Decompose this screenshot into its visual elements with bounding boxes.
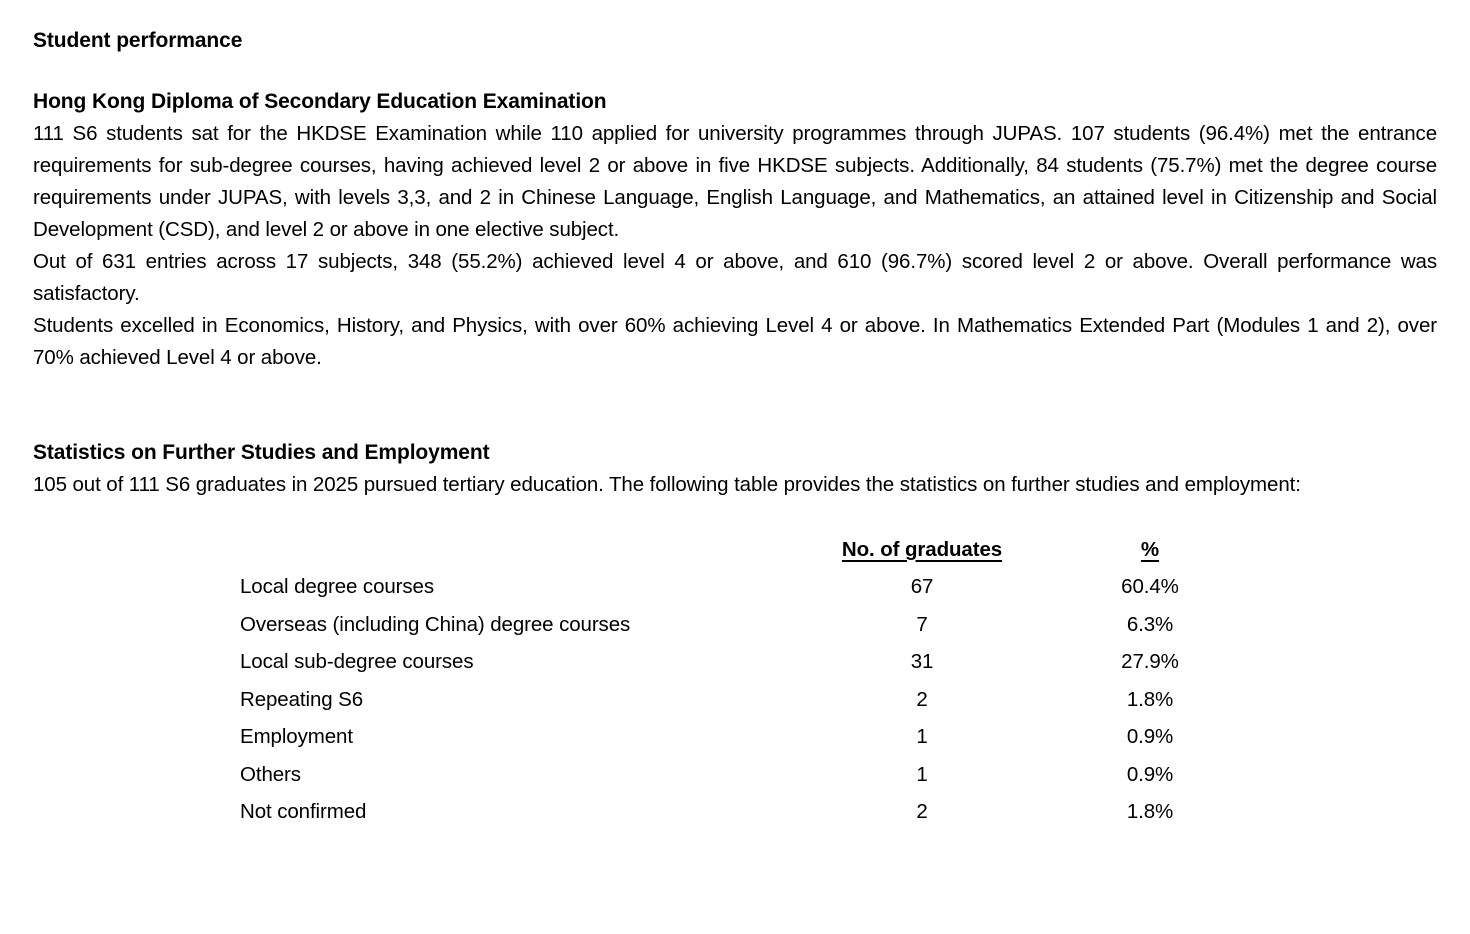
table-row [240, 794, 1278, 832]
row-count: 1 [916, 762, 928, 786]
row-label: Employment [240, 725, 353, 749]
header-blank [240, 531, 822, 569]
row-count: 7 [916, 612, 928, 636]
row-label: Overseas (including China) degree courses [240, 612, 631, 636]
row-count: 31 [910, 650, 934, 674]
table-row [240, 606, 1278, 644]
row-percent: 27.9% [1121, 650, 1179, 674]
paragraph-hkdse-entries: Out of 631 entries across 17 subjects, 348 (55.2%) achieved level 4 or above, and 610 (96.7%) scored level 2 or above. Overall performance was satisfactory. [33, 250, 1437, 305]
table-row [240, 756, 1278, 794]
paragraph-stats-intro: 105 out of 111 S6 graduates in 2025 pursued tertiary education. The following table provides the statistics on further studies and employment: [33, 473, 1301, 496]
row-label: Repeating S6 [240, 687, 364, 711]
row-count: 2 [916, 687, 928, 711]
row-count: 1 [916, 725, 928, 749]
page-title: Student performance [33, 29, 243, 52]
table-row [240, 681, 1278, 719]
row-percent: 0.9% [1126, 725, 1174, 749]
document-page [33, 25, 1437, 831]
section-hkdse [33, 86, 1437, 374]
paragraph-hkdse-requirements: 111 S6 students sat for the HKDSE Examination while 110 applied for university programmes through JUPAS. 107 students (96.4%) met the entrance requirements for sub-degree courses, having achieved level 2 or above in five HKDSE subjects. Additionally, 84 students (75.7%) met the degree course requirements under JUPAS, with levels 3,3, and 2 in Chinese Language, English Language, and Mathematics, an attained level in Citizenship and Social Development (CSD), and level 2 or above in one elective subject. [33, 122, 1437, 241]
row-count: 67 [910, 575, 934, 599]
row-label: Others [240, 762, 301, 786]
further-studies-table [240, 531, 1278, 831]
row-percent: 0.9% [1126, 762, 1174, 786]
table-row [240, 644, 1278, 682]
header-no-of-graduates: No. of graduates [841, 537, 1003, 561]
section-heading-hkdse: Hong Kong Diploma of Secondary Education Examination [33, 90, 607, 113]
row-percent: 60.4% [1121, 575, 1179, 599]
section-heading-stats: Statistics on Further Studies and Employment [33, 441, 490, 464]
row-percent: 1.8% [1126, 800, 1174, 824]
row-label: Local sub-degree courses [240, 650, 474, 674]
section-stats [33, 437, 1437, 501]
row-label: Local degree courses [240, 575, 435, 599]
row-percent: 6.3% [1126, 612, 1174, 636]
table-header-row [240, 531, 1278, 569]
row-label: Not confirmed [240, 800, 367, 824]
paragraph-hkdse-excelled: Students excelled in Economics, History, and Physics, with over 60% achieving Level 4 or above. In Mathematics Extended Part (Modules 1 and 2), over 70% achieved Level 4 or above. [33, 314, 1437, 369]
row-count: 2 [916, 800, 928, 824]
header-percent: % [1140, 537, 1160, 561]
row-percent: 1.8% [1126, 687, 1174, 711]
table-row [240, 569, 1278, 607]
table-row [240, 719, 1278, 757]
